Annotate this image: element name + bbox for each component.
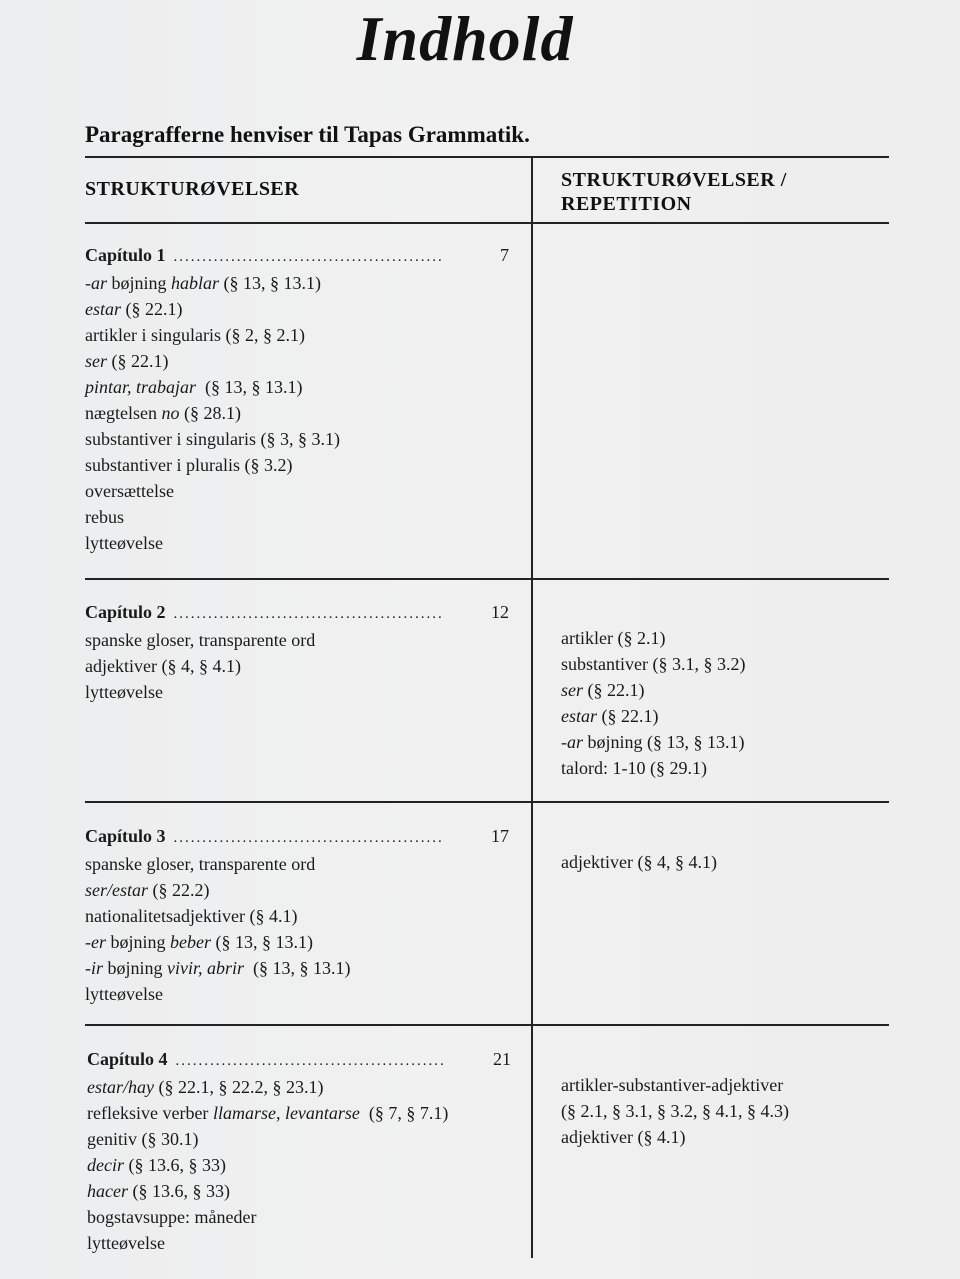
list-item: adjektiver (§ 4, § 4.1) [561, 852, 717, 872]
chapter-4-section [87, 1046, 511, 1256]
list-item: -ar bøjning hablar (§ 13, § 13.1) [85, 273, 322, 293]
list-item: ser (§ 22.1) [561, 680, 645, 700]
list-item: artikler-substantiver-adjektiver [561, 1075, 784, 1095]
chapter-heading [85, 242, 509, 270]
chapter-heading [85, 599, 509, 627]
chapter-2-repetition [561, 625, 745, 781]
column-header-right [561, 168, 787, 216]
chapter-page-number: 21 [493, 1049, 511, 1069]
list-item: lytteøvelse [85, 682, 163, 702]
list-item: oversættelse [85, 481, 174, 501]
chapter-name: Capítulo 2 [85, 602, 166, 622]
list-item: lytteøvelse [85, 984, 163, 1004]
list-item: lytteøvelse [87, 1233, 165, 1253]
list-item: substantiver (§ 3.1, § 3.2) [561, 654, 746, 674]
chapter-3-section [85, 823, 509, 1007]
list-item: substantiver i pluralis (§ 3.2) [85, 455, 293, 475]
leader-dots: ............................................... [173, 830, 444, 846]
list-item: nægtelsen no (§ 28.1) [85, 403, 241, 423]
list-item: estar/hay (§ 22.1, § 22.2, § 23.1) [87, 1077, 324, 1097]
list-item: spanske gloser, transparente ord [85, 854, 316, 874]
table-top-rule [85, 156, 889, 158]
chapter-3-repetition [561, 849, 717, 875]
list-item: -ir bøjning vivir, abrir (§ 13, § 13.1) [85, 958, 351, 978]
list-item: ser/estar (§ 22.2) [85, 880, 210, 900]
leader-dots: ............................................... [173, 606, 444, 622]
chapter-4-repetition [561, 1072, 789, 1150]
chapter-divider [85, 801, 889, 803]
list-item: artikler i singularis (§ 2, § 2.1) [85, 325, 305, 345]
chapter-heading [85, 823, 509, 851]
chapter-page-number: 7 [500, 245, 509, 265]
chapter-page-number: 12 [491, 602, 509, 622]
column-divider [531, 156, 533, 1258]
chapter-divider [85, 578, 889, 580]
chapter-name: Capítulo 1 [85, 245, 166, 265]
list-item: decir (§ 13.6, § 33) [87, 1155, 226, 1175]
list-item: substantiver i singularis (§ 3, § 3.1) [85, 429, 340, 449]
list-item: -ar bøjning (§ 13, § 13.1) [561, 732, 745, 752]
list-item: artikler (§ 2.1) [561, 628, 666, 648]
chapter-name: Capítulo 3 [85, 826, 166, 846]
list-item: refleksive verber llamarse, levantarse (§ 7, § 7.1) [87, 1103, 449, 1123]
chapter-name: Capítulo 4 [87, 1049, 168, 1069]
list-item: -er bøjning beber (§ 13, § 13.1) [85, 932, 313, 952]
header-bottom-rule [85, 222, 889, 224]
chapter-heading [87, 1046, 511, 1074]
chapter-2-section [85, 599, 509, 705]
list-item: ser (§ 22.1) [85, 351, 169, 371]
column-header-right-line1: STRUKTURØVELSER / [561, 169, 787, 191]
list-item: adjektiver (§ 4, § 4.1) [85, 656, 241, 676]
list-item: rebus [85, 507, 124, 527]
list-item: nationalitetsadjektiver (§ 4.1) [85, 906, 298, 926]
chapter-divider [85, 1024, 889, 1026]
list-item: lytteøvelse [85, 533, 163, 553]
list-item: estar (§ 22.1) [561, 706, 659, 726]
list-item: hacer (§ 13.6, § 33) [87, 1181, 230, 1201]
leader-dots: ............................................... [173, 249, 444, 265]
list-item: spanske gloser, transparente ord [85, 630, 316, 650]
list-item: bogstavsuppe: måneder [87, 1207, 257, 1227]
page-title: Indhold [356, 3, 574, 74]
list-item: (§ 2.1, § 3.1, § 3.2, § 4.1, § 4.3) [561, 1101, 789, 1121]
column-header-left: STRUKTURØVELSER [85, 178, 300, 200]
page-subtitle: Paragrafferne henviser til Tapas Grammatik. [85, 122, 530, 147]
list-item: talord: 1-10 (§ 29.1) [561, 758, 707, 778]
list-item: estar (§ 22.1) [85, 299, 183, 319]
chapter-1-section [85, 242, 509, 556]
leader-dots: ............................................... [175, 1053, 446, 1069]
list-item: adjektiver (§ 4.1) [561, 1127, 686, 1147]
list-item: pintar, trabajar (§ 13, § 13.1) [85, 377, 303, 397]
list-item: genitiv (§ 30.1) [87, 1129, 199, 1149]
chapter-page-number: 17 [491, 826, 509, 846]
column-header-right-line2: REPETITION [561, 193, 692, 215]
